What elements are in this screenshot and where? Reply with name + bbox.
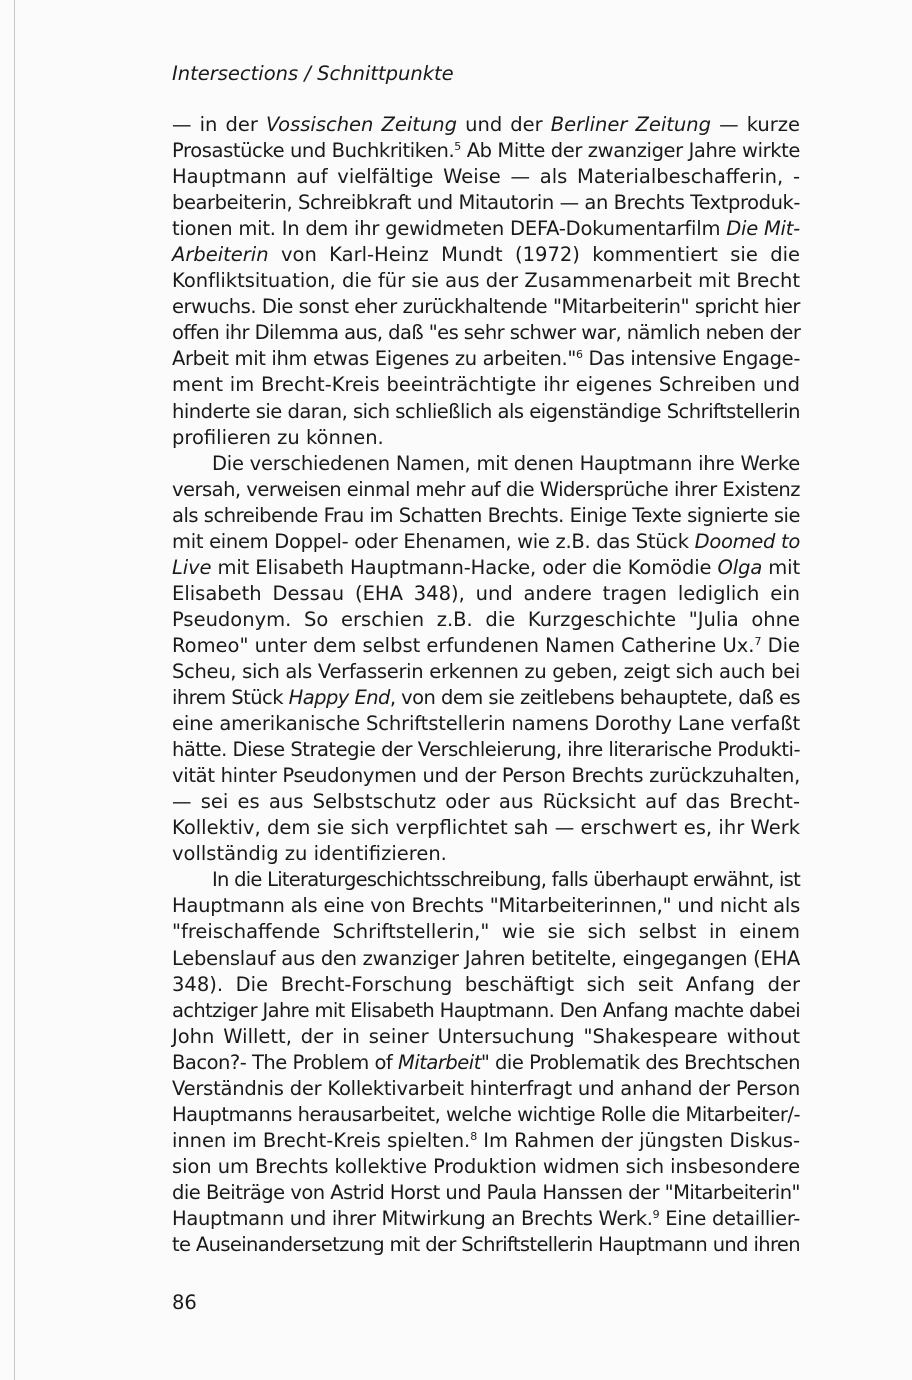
italic-title: Happy End <box>288 686 390 710</box>
text-line: Hauptmann als eine von Brechts "Mitarbeiterinnen," und nicht als <box>172 894 800 918</box>
italic-title: Live <box>172 555 212 579</box>
italic-title: Mitarbeit <box>397 1050 481 1074</box>
text-line: versah, verweisen einmal mehr auf die Widersprüche ihrer Existenz <box>172 477 800 501</box>
footnote-marker: 7 <box>754 634 762 648</box>
italic-title: Doomed to <box>694 529 800 553</box>
text-line: tionen mit. In dem ihr gewidmeten DEFA-Dokumentarfilm Die Mit- <box>172 217 800 241</box>
paragraph <box>172 867 800 1258</box>
text-line: te Auseinandersetzung mit der Schriftstellerin Hauptmann und ihren <box>172 1233 800 1257</box>
text-line: Live mit Elisabeth Hauptmann-Hacke, oder die Komödie Olga mit <box>172 555 800 579</box>
text-line: — sei es aus Selbstschutz oder aus Rücksicht auf das Brecht- <box>172 790 800 814</box>
text-line: In die Literaturgeschichtsschreibung, falls überhaupt erwähnt, ist <box>212 868 800 892</box>
italic-title: Olga <box>717 555 763 579</box>
text-line: Romeo" unter dem selbst erfundenen Namen Catherine Ux.$^7$ Die <box>172 633 800 657</box>
text-line: profilieren zu können. <box>172 425 384 449</box>
text-line: hinderte sie daran, sich schließlich als eigenständige Schriftstellerin <box>172 399 800 423</box>
text-line: eine amerikanische Schriftstellerin namens Dorothy Lane verfaßt <box>172 712 800 736</box>
text-line: Hauptmann und ihrer Mitwirkung an Brechts Werk.$^9$ Eine detaillier- <box>172 1206 801 1230</box>
text-line: "freischaffende Schriftstellerin," wie sie sich selbst in einem <box>172 920 800 944</box>
text-line: Arbeit mit ihm etwas Eigenes zu arbeiten."$^6$ Das intensive Engage- <box>172 347 801 371</box>
text-line: innen im Brecht-Kreis spielten.$^8$ Im Rahmen der jüngsten Diskus- <box>172 1128 800 1152</box>
text-line: vollständig zu identifizieren. <box>172 842 447 866</box>
text-line: ihrem Stück Happy End, von dem sie zeitlebens behauptete, daß es <box>172 686 801 710</box>
footnote-marker: 9 <box>652 1207 660 1221</box>
text-line: mit einem Doppel- oder Ehenamen, wie z.B. das Stück Doomed to <box>172 529 800 553</box>
text-line: Pseudonym. So erschien z.B. die Kurzgeschichte "Julia ohne <box>172 607 800 631</box>
italic-title: Vossischen Zeitung <box>265 113 458 136</box>
footnote-marker: 5 <box>454 140 461 154</box>
text-line: Hauptmann auf vielfältige Weise — als Materialbeschafferin, - <box>172 165 800 189</box>
text-line: John Willett, der in seiner Untersuchung "Shakespeare without <box>172 1024 800 1048</box>
body-text <box>172 112 800 1258</box>
text-line: Arbeiterin von Karl-Heinz Mundt (1972) kommentiert sie die <box>172 243 800 267</box>
text-line: Verständnis der Kollektivarbeit hinterfragt und anhand der Person <box>172 1076 800 1100</box>
text-line: Hauptmanns herausarbeitet, welche wichtige Rolle die Mitarbeiter/- <box>172 1102 801 1126</box>
text-line: Prosastücke und Buchkritiken.$^5$ Ab Mitte der zwanziger Jahre wirkte <box>172 139 800 163</box>
footnote-marker: 6 <box>576 348 583 362</box>
paragraph <box>172 112 800 451</box>
text-line: Konfliktsituation, die für sie aus der Zusammenarbeit mit Brecht <box>172 269 800 293</box>
text-line: achtziger Jahre mit Elisabeth Hauptmann. Den Anfang machte dabei <box>172 998 800 1022</box>
running-header: Intersections / Schnittpunkte <box>172 62 454 85</box>
paragraph <box>172 451 800 868</box>
text-line: offen ihr Dilemma aus, daß "es sehr schwer war, nämlich neben der <box>172 321 801 345</box>
text-line: vität hinter Pseudonymen und der Person Brechts zurückzuhalten, <box>172 764 800 788</box>
text-line: Lebenslauf aus den zwanziger Jahren betitelte, eingegangen (EHA <box>172 946 800 970</box>
text-line: sion um Brechts kollektive Produktion widmen sich insbesondere <box>172 1154 800 1178</box>
text-line: Scheu, sich als Verfasserin erkennen zu geben, zeigt sich auch bei <box>172 659 800 683</box>
text-line: hätte. Diese Strategie der Verschleierung, ihre literarische Produkti- <box>172 738 800 762</box>
text-line: 348). Die Brecht-Forschung beschäftigt sich seit Anfang der <box>172 972 800 996</box>
italic-title: Arbeiterin <box>172 243 269 267</box>
text-line: ment im Brecht-Kreis beeinträchtigte ihr eigenes Schreiben und <box>172 373 800 397</box>
footnote-marker: 8 <box>470 1129 478 1143</box>
text-line: als schreibende Frau im Schatten Brechts. Einige Texte signierte sie <box>172 503 800 527</box>
text-line: — in der Vossischen Zeitung und der Berliner Zeitung — kurze <box>172 113 800 136</box>
page-number: 86 <box>172 1291 197 1314</box>
text-line: Bacon?- The Problem of Mitarbeit" die Problematik des Brechtschen <box>172 1050 801 1074</box>
text-line: Die verschiedenen Namen, mit denen Hauptmann ihre Werke <box>212 451 800 475</box>
text-line: erwuchs. Die sonst eher zurückhaltende "Mitarbeiterin" spricht hier <box>172 295 800 319</box>
italic-title: Die Mit- <box>726 217 800 241</box>
text-line: die Beiträge von Astrid Horst und Paula Hanssen der "Mitarbeiterin" <box>172 1180 800 1204</box>
text-line: Elisabeth Dessau (EHA 348), und andere tragen lediglich ein <box>172 581 800 605</box>
text-line: bearbeiterin, Schreibkraft und Mitautorin — an Brechts Textproduk- <box>172 191 800 215</box>
text-line: Kollektiv, dem sie sich verpflichtet sah — erschwert es, ihr Werk <box>172 816 800 840</box>
italic-title: Berliner Zeitung <box>550 113 712 136</box>
page-edge-shadow <box>14 0 15 1380</box>
